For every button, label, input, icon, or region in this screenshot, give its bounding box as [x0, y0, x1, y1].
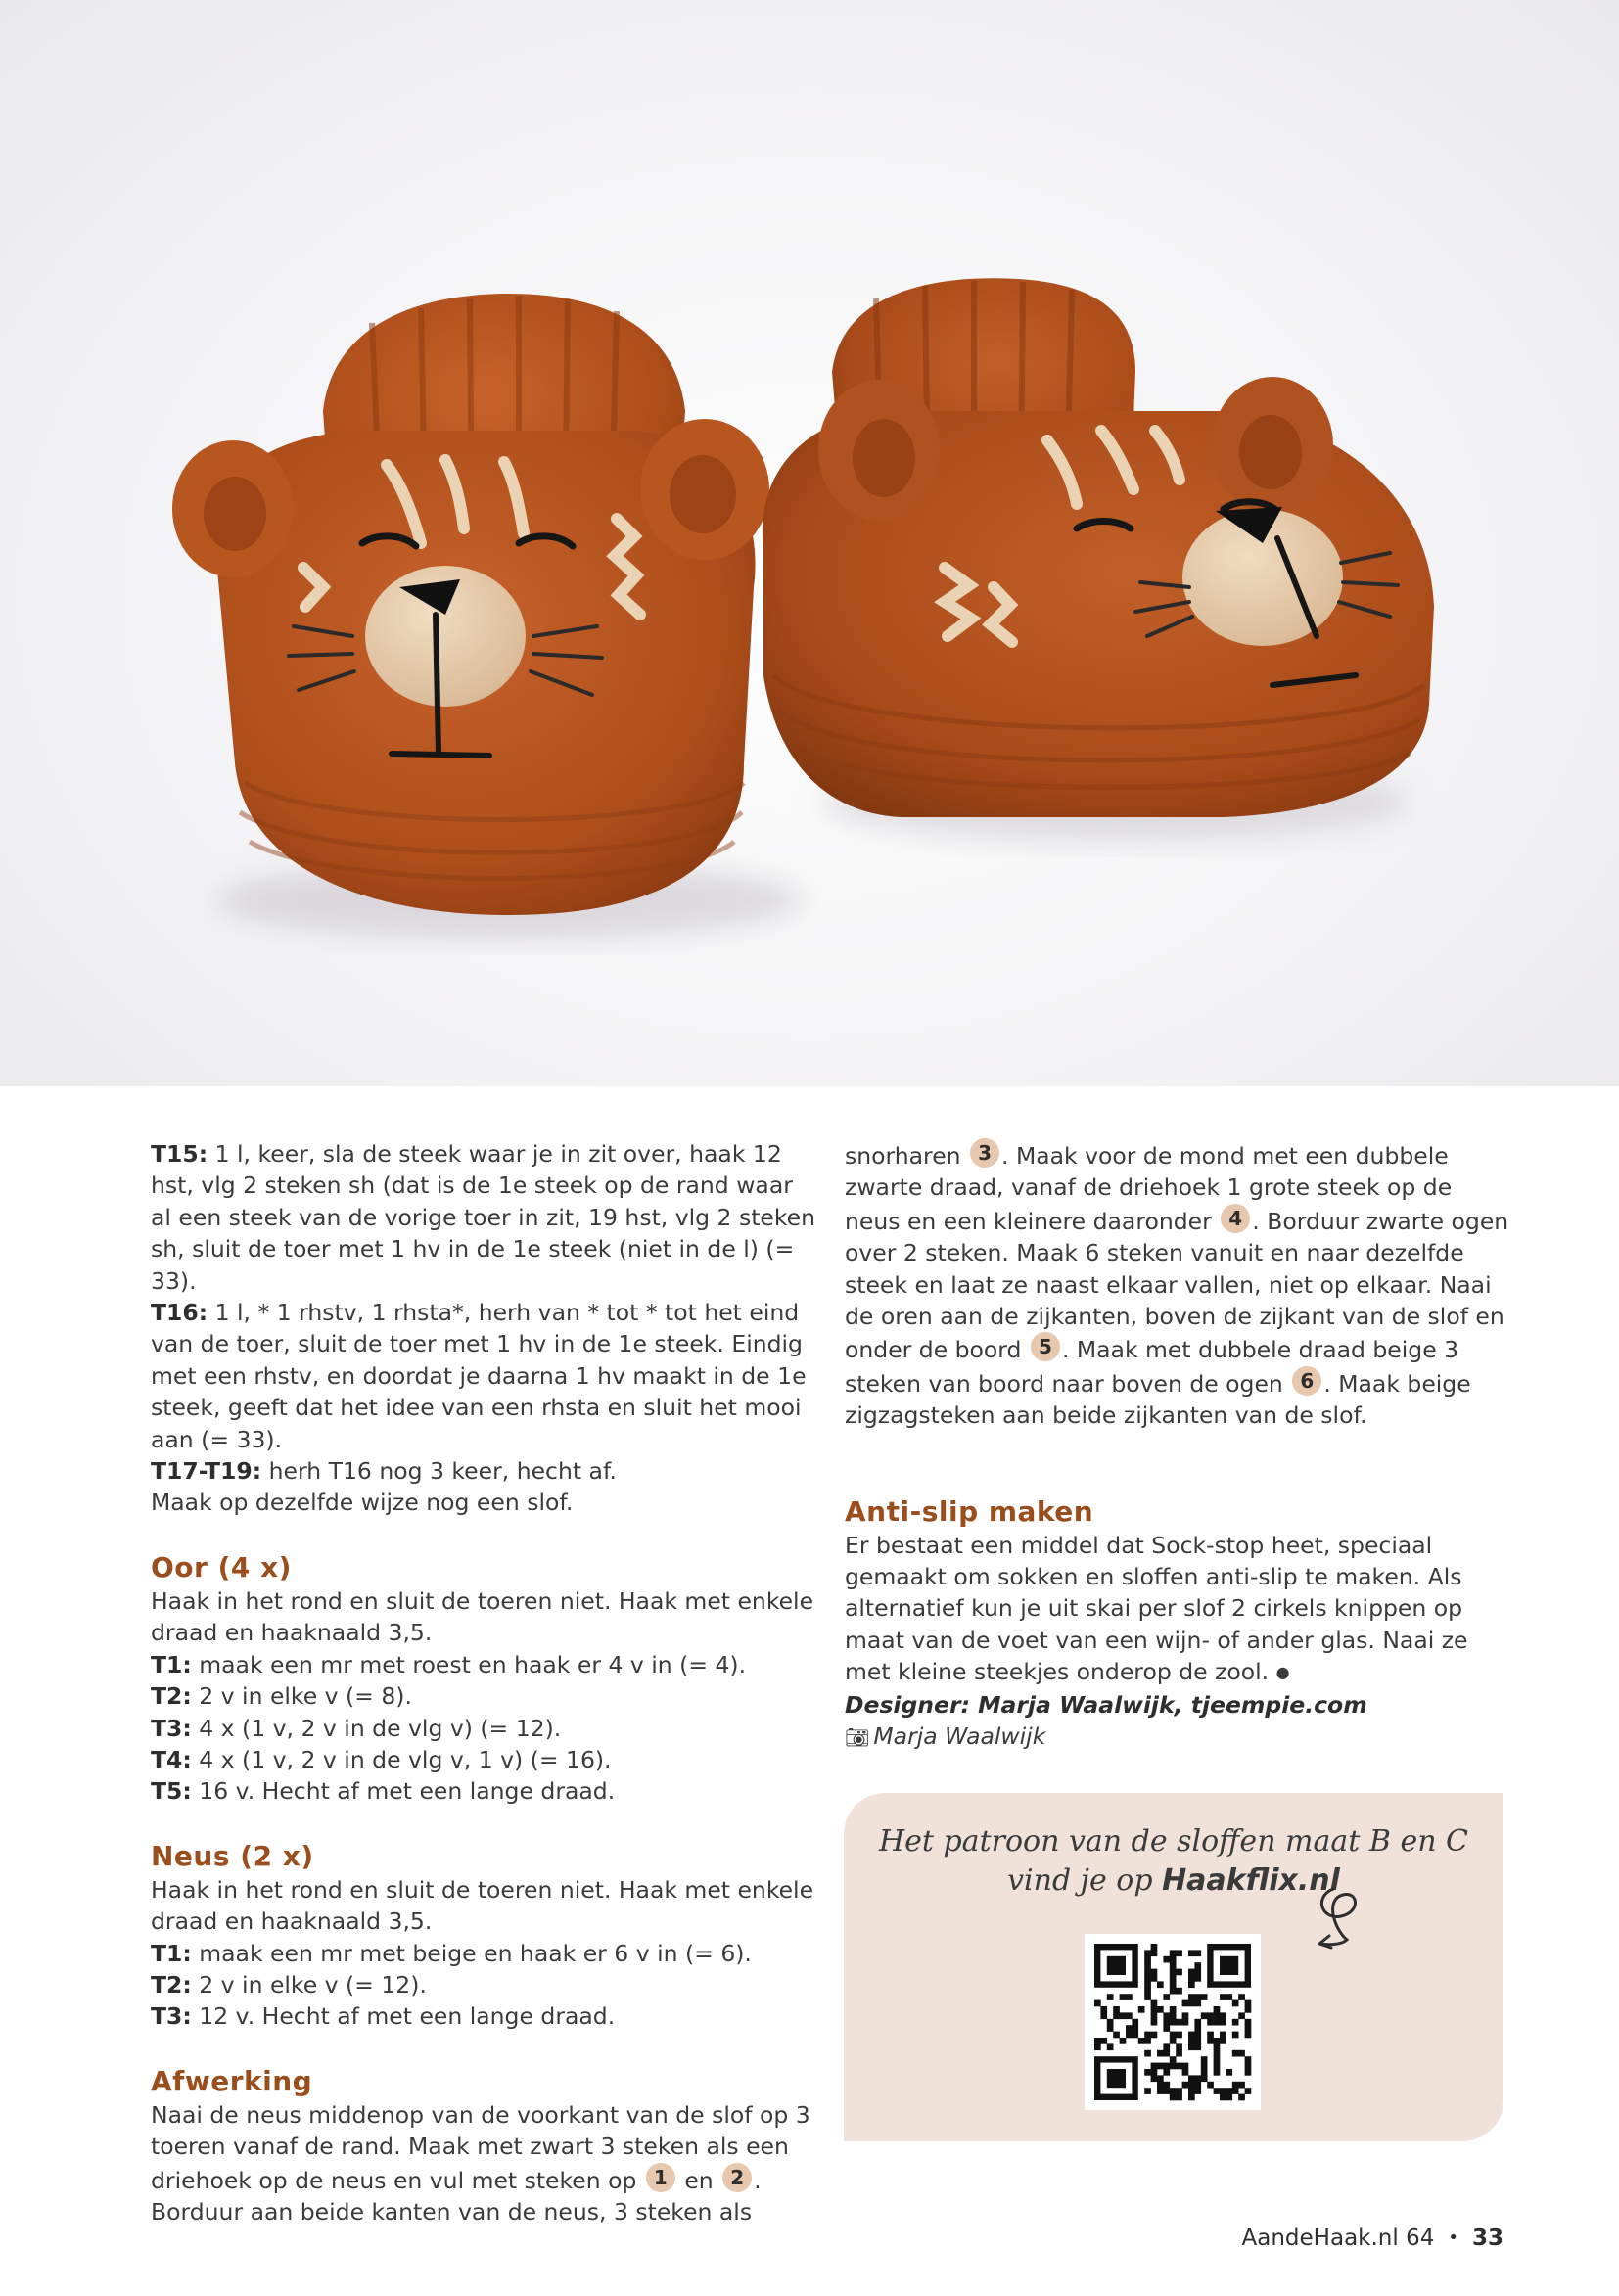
left-column [151, 1138, 816, 2227]
row-label: T2: [151, 1682, 192, 1711]
row-t3 [151, 1713, 816, 1744]
photo-credit [845, 1721, 1510, 1753]
section-oor [151, 1550, 816, 1808]
magazine-name: AandeHaak.nl 64 [1241, 2226, 1435, 2251]
row-label: T5: [151, 1777, 192, 1806]
section-intro: Haak in het rond en sluit de toeren niet. Haak met enkele draad en haaknaald 3,5. [151, 1586, 814, 1647]
qr-code-icon [1085, 1934, 1261, 2110]
row-label: T17-T19: [151, 1457, 262, 1486]
section-title-oor: Oor (4 x) [151, 1550, 292, 1584]
step-badge-1: 1 [646, 2163, 675, 2192]
row-t15 [151, 1138, 816, 1297]
afwerking-continued [845, 1138, 1510, 1432]
step-badge-5: 5 [1031, 1332, 1060, 1361]
row-label: T3: [151, 2002, 192, 2031]
closing-note: Maak op dezelfde wijze nog een slof. [151, 1489, 574, 1517]
qr-code[interactable] [1085, 1934, 1261, 2110]
step-badge-6: 6 [1292, 1366, 1321, 1396]
text-part: . Maak beige zigzagsteken aan beide zijkanten van de slof. [845, 1369, 1471, 1430]
row-text: 4 x (1 v, 2 v in de vlg v) (= 12). [191, 1714, 562, 1742]
row-text: 2 v in elke v (= 8). [191, 1682, 412, 1711]
text-part: en [676, 2166, 721, 2194]
text-part: . Borduur zwarte ogen over 2 steken. Maak 6 steken vanuit en naar dezelfde steek en laat ze naast elkaar vallen, niet op elkaar. Naai de oren aan de zijkanten, boven de zijkant van de slof en onder de boord [845, 1207, 1509, 1364]
afwerking-text [151, 2099, 816, 2228]
row-t1 [151, 1649, 816, 1680]
row-text: maak een mr met roest en haak er 4 v in (= 4). [191, 1650, 747, 1678]
row-t3 [151, 2000, 816, 2032]
row-t1 [151, 1938, 816, 1969]
row-text: 2 v in elke v (= 12). [191, 1970, 427, 1998]
haakflix-link[interactable]: Haakflix.nl [1162, 1863, 1340, 1898]
row-t17-t19 [151, 1455, 816, 1487]
row-label: T15: [151, 1140, 208, 1168]
callout-line-2 [844, 1861, 1503, 1901]
row-t5 [151, 1775, 816, 1807]
row-t16 [151, 1297, 816, 1455]
section-title-afwerking: Afwerking [151, 2064, 313, 2097]
text-part: Er bestaat een middel dat Sock-stop heet, speciaal gemaakt om sokken en sloffen anti-slip te maken. Als alternatief kun je uit skai per slof 2 cirkels knippen op maat van de voet van een wijn- of ander glas. Naai ze met kleine steekjes onderop de zool. [845, 1531, 1468, 1686]
section-antislip [845, 1494, 1510, 1754]
section-intro: Haak in het rond en sluit de toeren niet. Haak met enkele draad en haaknaald 3,5. [151, 1875, 814, 1936]
product-photo [0, 0, 1619, 1086]
row-text: 12 v. Hecht af met een lange draad. [191, 2002, 616, 2031]
callout-line-1: Het patroon van de sloffen maat B en C [878, 1824, 1469, 1859]
callout-prefix: vind je op [1007, 1863, 1163, 1898]
row-label: T1: [151, 1650, 192, 1678]
row-text: maak een mr met beige en haak er 6 v in (= 6). [191, 1939, 752, 1967]
haakflix-callout [844, 1793, 1503, 2141]
row-label: T16: [151, 1299, 208, 1327]
page-footer [1242, 2226, 1503, 2251]
row-text: 16 v. Hecht af met een lange draad. [191, 1777, 616, 1806]
row-t2 [151, 1969, 816, 2000]
photographer: Marja Waalwijk [873, 1722, 1046, 1751]
footer-separator: • [1448, 2227, 1458, 2248]
text-part: Naai de neus middenop van de voorkant van de slof op 3 toeren vanaf de rand. Maak met zwart 3 steken als een driehoek op de neus en vul met steken op [151, 2100, 810, 2194]
text-part: . Maak voor de mond met een dubbele zwarte draad, vanaf de driehoek 1 grote steek op de neus en een kleinere daaronder [845, 1142, 1453, 1235]
section-afwerking [151, 2064, 816, 2228]
step-badge-2: 2 [722, 2163, 752, 2192]
right-column [845, 1138, 1510, 1754]
right-slipper [763, 278, 1434, 817]
row-text: herh T16 nog 3 keer, hecht af. [261, 1457, 617, 1486]
row-text: 1 l, * 1 rhstv, 1 rhsta*, herh van * tot * tot het eind van de toer, sluit de toer met 1 hv in de 1e steek. Eindig met een rhstv, en doordat je daarna 1 hv maakt in de 1e steek, geeft dat het idee van een rhsta en sluit het mooi aan (= 33). [151, 1299, 807, 1453]
row-t4 [151, 1744, 816, 1775]
curly-arrow-icon [1304, 1885, 1382, 1953]
antislip-text [845, 1530, 1510, 1689]
row-t2 [151, 1680, 816, 1712]
text-part: snorharen [845, 1142, 969, 1170]
row-label: T2: [151, 1970, 192, 1998]
row-text: 4 x (1 v, 2 v in de vlg v, 1 v) (= 16). [191, 1745, 612, 1773]
text-part: . Maak met dubbele draad beige 3 steken van boord naar boven de ogen [845, 1336, 1459, 1398]
step-badge-4: 4 [1221, 1204, 1250, 1233]
left-slipper [172, 294, 769, 915]
crochet-slippers-illustration [0, 0, 1619, 1086]
section-title-neus: Neus (2 x) [151, 1839, 314, 1872]
end-mark: ● [1275, 1663, 1290, 1682]
section-title-antislip: Anti-slip maken [845, 1494, 1094, 1528]
callout-text [844, 1822, 1503, 1901]
page-number: 33 [1471, 2226, 1503, 2251]
row-label: T4: [151, 1745, 192, 1773]
step-badge-3: 3 [970, 1138, 999, 1168]
row-text: 1 l, keer, sla de steek waar je in zit over, haak 12 hst, vlg 2 steken sh (dat is de 1e steek op de rand waar al een steek van de vorige toer in zit, 19 hst, vlg 2 steken sh, sluit de toer met 1 hv in de 1e steek (niet in de l) (= 33). [151, 1140, 816, 1295]
row-label: T3: [151, 1714, 192, 1742]
section-neus [151, 1839, 816, 2033]
designer-credit: Designer: Marja Waalwijk, tjeempie.com [845, 1690, 1367, 1719]
text-part: . Borduur aan beide kanten van de neus, 3 steken als [151, 2166, 762, 2226]
row-label: T1: [151, 1939, 192, 1967]
camera-icon: 📷︎ [845, 1725, 870, 1750]
